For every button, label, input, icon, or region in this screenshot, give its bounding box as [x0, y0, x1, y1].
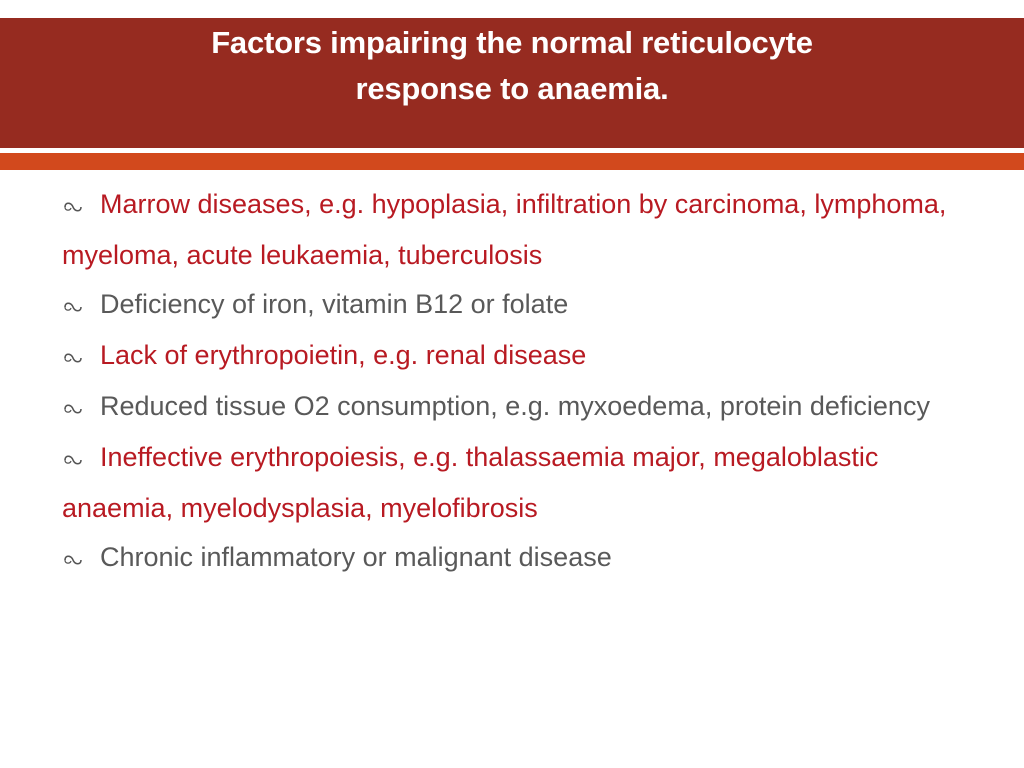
list-item	[62, 382, 962, 433]
list-item-text: Deficiency of iron, vitamin B12 or folate	[100, 289, 569, 319]
list-item	[62, 180, 962, 280]
list-item	[62, 533, 962, 584]
leaf-curl-icon	[62, 435, 100, 484]
bullet-list	[62, 180, 962, 584]
slide-title-line-2: response to anaemia.	[355, 71, 669, 106]
list-item-text: Lack of erythropoietin, e.g. renal disease	[100, 340, 587, 370]
list-item	[62, 280, 962, 331]
list-item-text: Marrow diseases, e.g. hypoplasia, infiltration by carcinoma, lymphoma, myeloma, acute leukaemia, tuberculosis	[62, 189, 947, 270]
leaf-curl-icon	[62, 384, 100, 433]
list-item-text: Ineffective erythropoiesis, e.g. thalassaemia major, megaloblastic anaemia, myelodysplasia, myelofibrosis	[62, 442, 879, 523]
title-band	[0, 18, 1024, 148]
list-item	[62, 433, 962, 533]
accent-rule	[0, 153, 1024, 170]
leaf-curl-icon	[62, 535, 100, 584]
slide-title	[211, 20, 813, 112]
leaf-curl-icon	[62, 333, 100, 382]
list-item-text: Chronic inflammatory or malignant disease	[100, 542, 612, 572]
list-item	[62, 331, 962, 382]
leaf-curl-icon	[62, 282, 100, 331]
leaf-curl-icon	[62, 182, 100, 231]
list-item-text: Reduced tissue O2 consumption, e.g. myxoedema, protein deficiency	[100, 391, 930, 421]
slide-title-line-1: Factors impairing the normal reticulocyte	[211, 25, 813, 60]
